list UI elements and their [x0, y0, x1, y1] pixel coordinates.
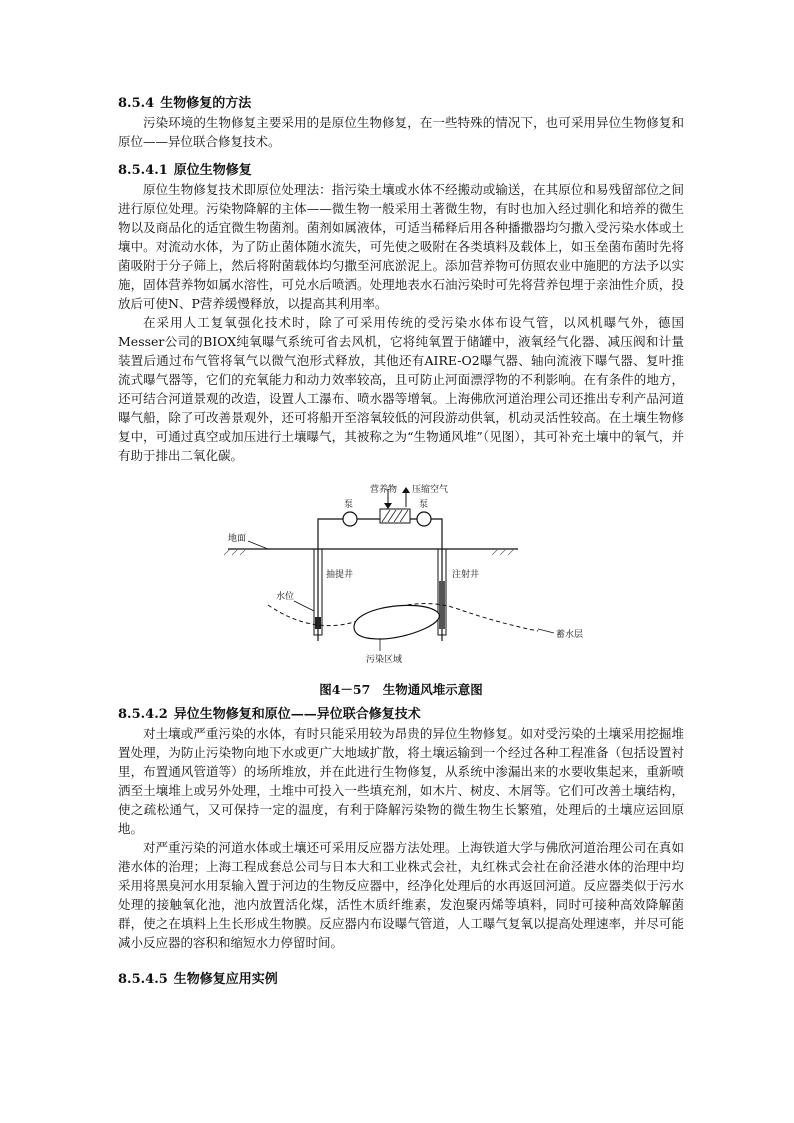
figure-caption: 图4－57 生物通风堆示意图 [319, 682, 483, 697]
bioventing-figure [118, 481, 684, 679]
section-number: 8.5.4.5 [118, 972, 168, 987]
section-number: 8.5.4.2 [118, 707, 168, 722]
label-extraction-well: 抽提井 [326, 570, 354, 580]
section-heading-8-5-4-2 [118, 705, 684, 724]
paragraph: 污染环境的生物修复主要采用的是原位生物修复，在一些特殊的情况下，也可采用异位生物修复和原位——异位联合修复技术。 [118, 115, 684, 149]
label-ground: 地面 [228, 534, 247, 544]
section-title: 生物修复的方法 [160, 96, 252, 111]
paragraph: 在采用人工复氧强化技术时，除了可采用传统的受污染水体布设气管，以风机曝气外，德国Messer公司的BIOX纯氧曝气系统可省去风机，它将纯氧置于储罐中，液氧经气化器、减压阀和计量装置后通过布气管将氧气以微气泡形式释放，其他还有AIRE-O2曝气器、轴向流液下曝气器、复叶推流式曝气器等，它们的充氧能力和动力效率较高，且可防止河面漂浮物的不利影响。在有条件的地方，还可结合河道景观的改造，设置人工瀑布、喷水器等增氧。上海佛欣河道治理公司还推出专利产品河道曝气船，除了可改善景观外，还可将船开至溶氧较低的河段游动供氧，机动灵活性较高。在土壤生物修复中，可通过真空或加压进行土壤曝气，其被称之为“生物通风堆”（见图），其可补充土壤中的氧气，并有助于排出二氧化碳。 [118, 315, 684, 463]
section-number: 8.5.4 [118, 96, 155, 111]
section-number: 8.5.4.1 [118, 163, 168, 178]
label-pump-right: 泵 [419, 500, 429, 510]
section-title: 生物修复应用实例 [173, 972, 278, 987]
bioventing-diagram [118, 481, 684, 679]
label-aquifer: 蓄水层 [556, 630, 584, 640]
label-compressed-air: 压缩空气 [412, 485, 449, 495]
label-injection-well: 注射井 [452, 570, 480, 580]
label-nutrient: 营养物 [370, 485, 398, 495]
paragraph: 原位生物修复技术即原位处理法：指污染土壤或水体不经搬动或输送，在其原位和易残留部位之间进行原位处理。污染物降解的主体——微生物一般采用土著微生物，有时也加入经过驯化和培养的微生物以及商品化的适宜微生物菌剂。菌剂如属液体，可适当稀释后用各种播撒器均匀撒入受污染水体或土壤中。对流动水体，为了防止菌体随水流失，可先使之吸附在各类填料及载体上，如玉垒菌布菌时先将菌吸附于分子筛上，然后将附菌载体均匀撒至河底淤泥上。添加营养物可仿照农业中施肥的方法予以实施，固体营养物如属水溶性，可兑水后喷洒。处理地表水石油污染时可先将营养包埋于亲油性介质，投放后可使N、P营养缓慢释放，以提高其利用率。 [118, 182, 684, 311]
paragraph: 对土壤或严重污染的水体，有时只能采用较为昂贵的异位生物修复。如对受污染的土壤采用挖掘堆置处理，为防止污染物向地下水或更广大地域扩散，将土壤运输到一个经过各种工程准备（包括设置衬里，布置通风管道等）的场所堆放，并在此进行生物修复，从系统中渗漏出来的水要收集起来，重新喷洒至土壤堆上或另外处理，土堆中可投入一些填充剂，如木片、树皮、木屑等。它们可改善土壤结构，使之疏松通气，又可保持一定的温度，有利于降解污染物的微生物生长繁殖，处理后的土壤应运回原地。 [118, 726, 684, 836]
section-heading-8-5-4-5 [118, 970, 684, 989]
label-water-level: 水位 [276, 592, 295, 602]
section-heading-8-5-4-1 [118, 161, 684, 180]
label-contaminated-zone: 污染区域 [366, 655, 403, 665]
section-title: 异位生物修复和原位——异位联合修复技术 [173, 707, 421, 722]
section-heading-8-5-4 [118, 94, 684, 113]
section-title: 原位生物修复 [173, 163, 252, 178]
document-page [118, 94, 684, 989]
label-pump-left: 泵 [344, 500, 354, 510]
paragraph: 对严重污染的河道水体或土壤还可采用反应器方法处理。上海铁道大学与佛欣河道治理公司在真如港水体的治理；上海工程成套总公司与日本大和工业株式会社，丸红株式会社在俞泾港水体的治理中均采用将黑臭河水用泵输入置于河边的生物反应器中，经净化处理后的水再返回河道。反应器类似于污水处理的接触氧化池，池内放置活化煤，活性木质纤维素，发泡聚丙烯等填料，同时可接种高效降解菌群，使之在填料上生长形成生物膜。反应器内布设曝气管道，人工曝气复氧以提高处理速率，并尽可能减小反应器的容积和缩短水力停留时间。 [118, 840, 684, 950]
